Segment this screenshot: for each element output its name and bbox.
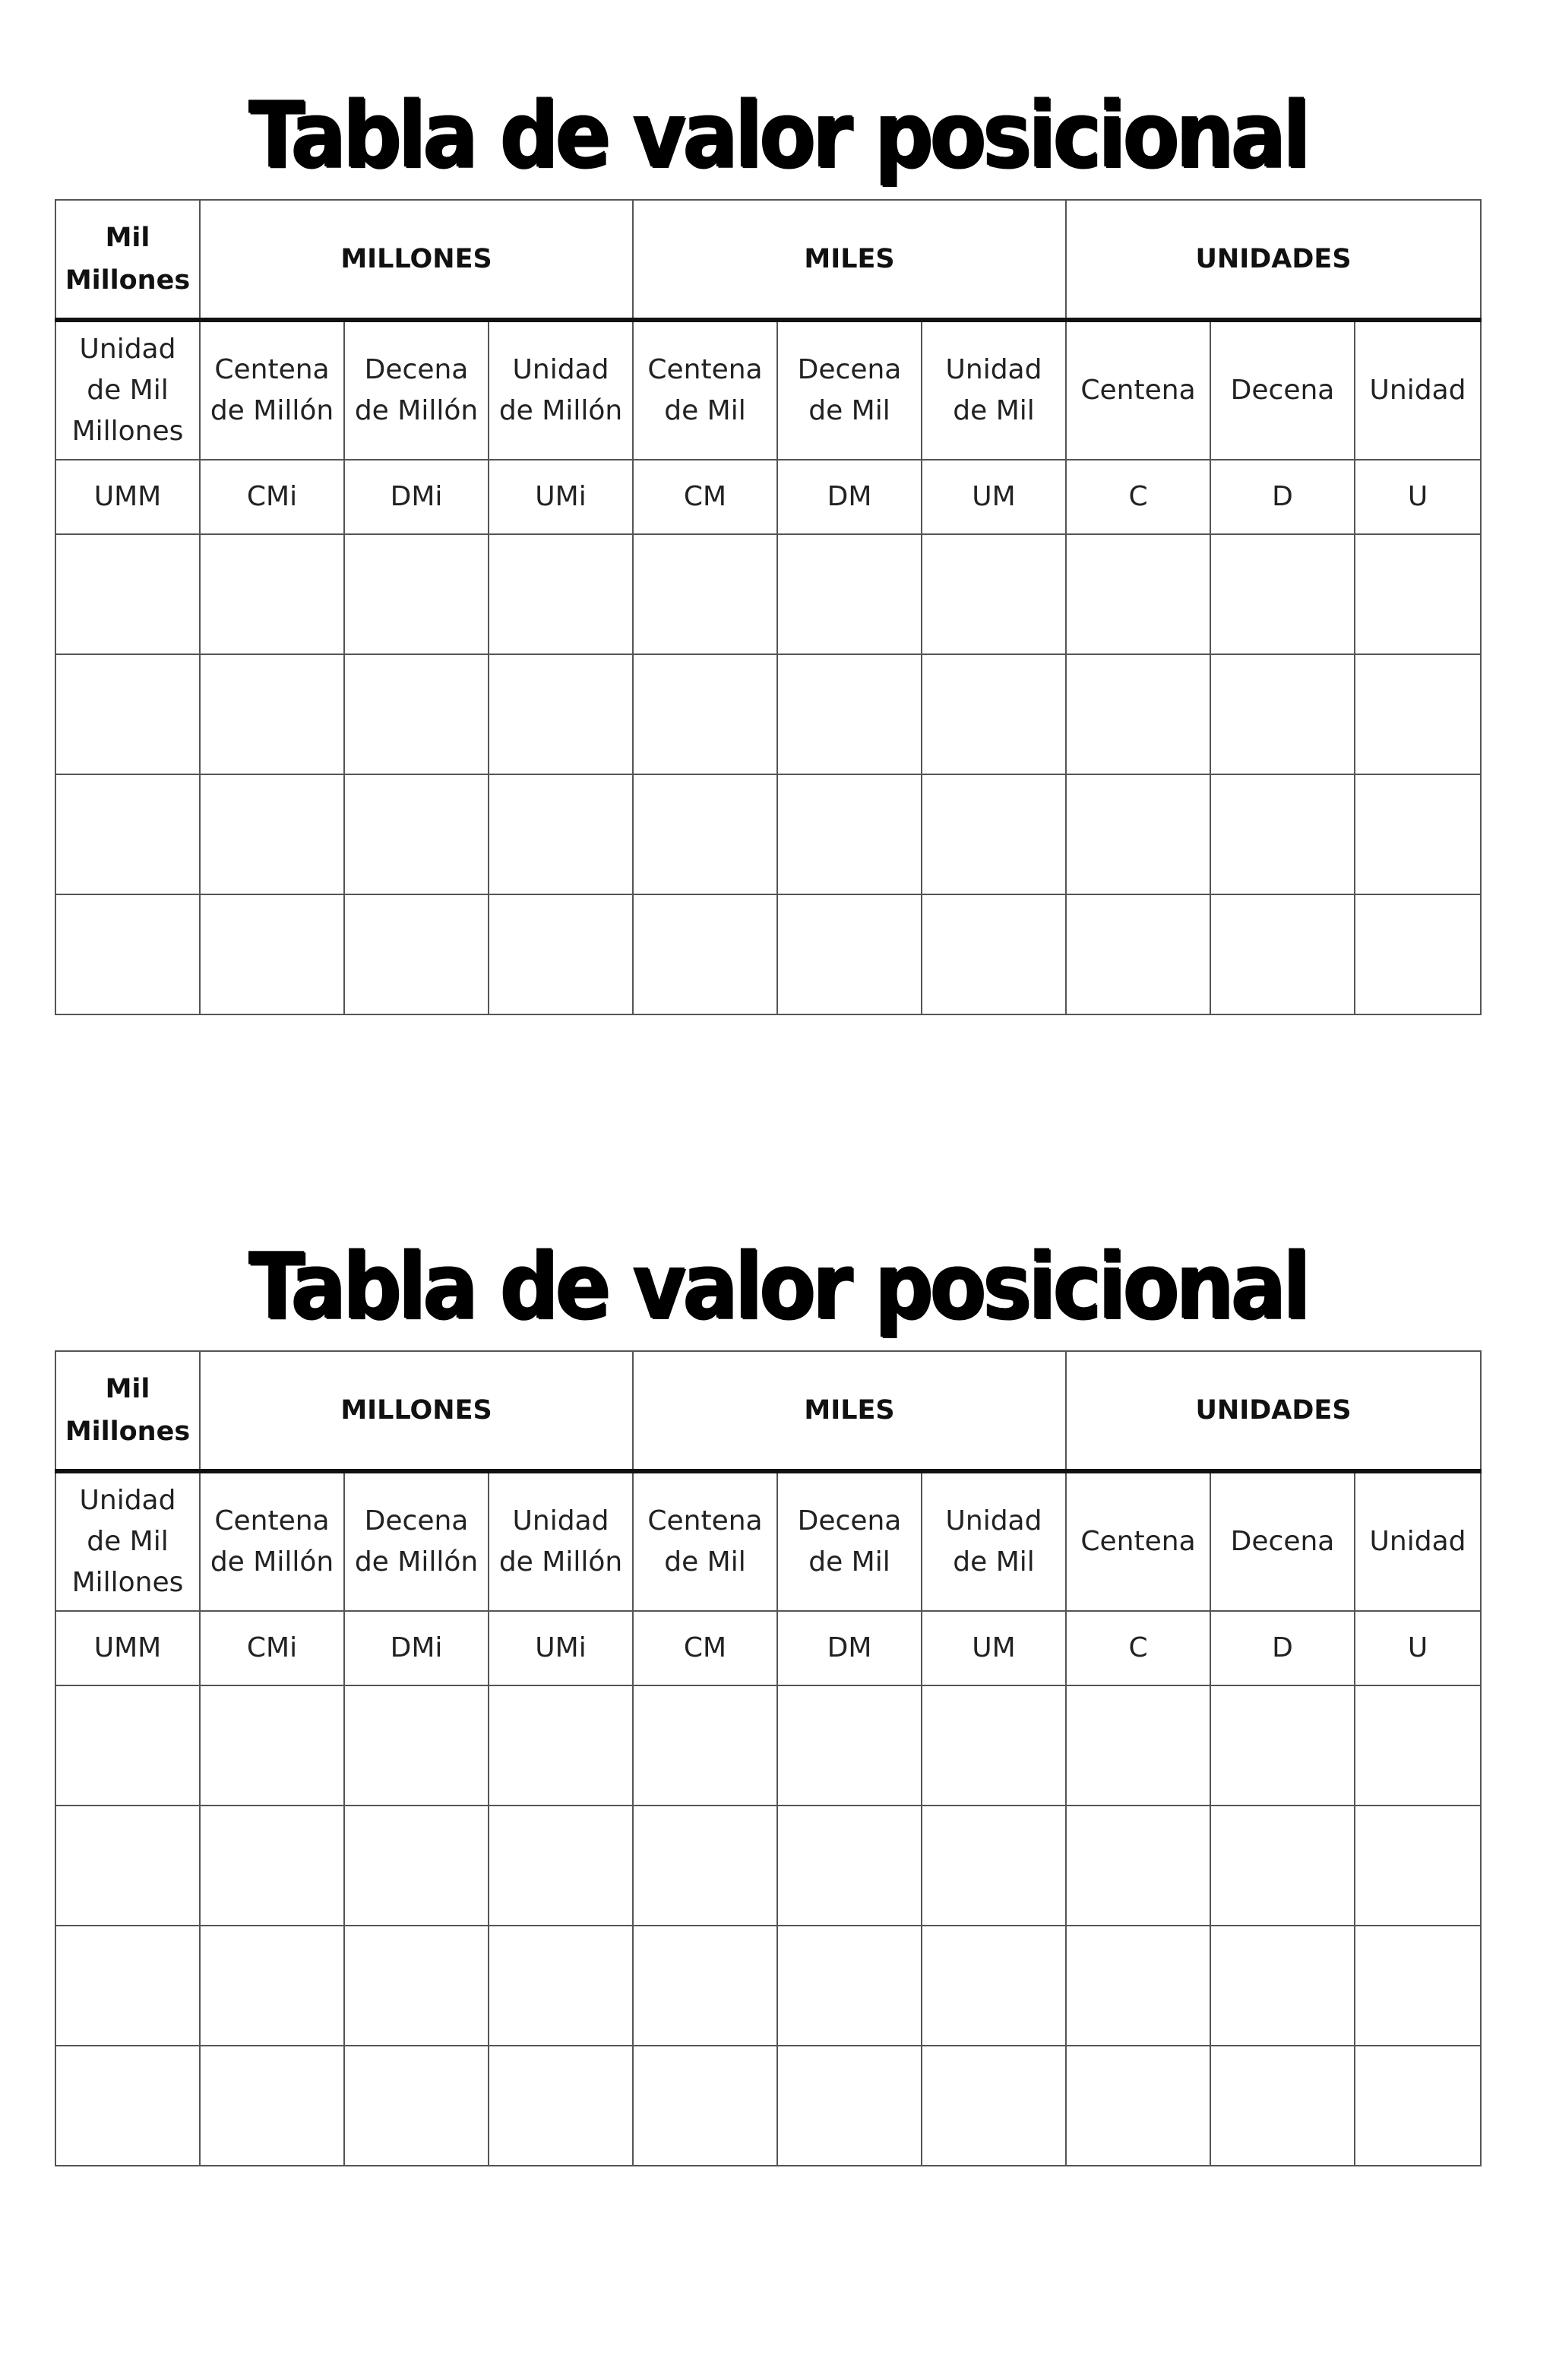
answer-cell[interactable] (1210, 654, 1355, 774)
abbreviation-cell: UMM (55, 1611, 200, 1685)
answer-cell[interactable] (200, 774, 344, 894)
answer-cell[interactable] (55, 894, 200, 1014)
place-name-line: Decena (364, 354, 469, 385)
answer-cell[interactable] (489, 894, 633, 1014)
place-name-cell (489, 1471, 633, 1611)
place-name-line: Millones (71, 1567, 184, 1598)
place-name-line: Centena (647, 1505, 763, 1537)
place-name-cell (200, 1471, 344, 1611)
place-name-line: Centena (214, 1505, 330, 1537)
place-name-cell (777, 1471, 922, 1611)
answer-cell[interactable] (489, 2046, 633, 2166)
answer-cell[interactable] (1066, 2046, 1210, 2166)
answer-cell[interactable] (1210, 534, 1355, 654)
place-value-table (55, 1350, 1482, 2166)
group-header-miles: MILES (633, 200, 1066, 320)
answer-cell[interactable] (489, 774, 633, 894)
place-name-cell (1355, 1471, 1481, 1611)
place-name-line: de Millón (354, 395, 479, 426)
answer-row (55, 1685, 1481, 1806)
place-name-line: Unidad (945, 354, 1042, 385)
group-header-mil-millones (55, 200, 200, 320)
answer-cell[interactable] (1066, 654, 1210, 774)
place-name-cell (200, 320, 344, 460)
answer-cell[interactable] (777, 2046, 922, 2166)
answer-cell[interactable] (922, 1926, 1066, 2046)
answer-cell[interactable] (777, 1806, 922, 1926)
place-name-line: de Mil (87, 375, 169, 406)
answer-cell[interactable] (200, 2046, 344, 2166)
answer-row (55, 894, 1481, 1014)
answer-cell[interactable] (777, 534, 922, 654)
answer-cell[interactable] (1066, 894, 1210, 1014)
place-name-line: Decena (797, 354, 902, 385)
place-name-line: Unidad (945, 1505, 1042, 1537)
abbreviation-cell: U (1355, 460, 1481, 534)
place-name-line: de Mil (664, 395, 746, 426)
worksheet-title: Tabla de valor posicional (248, 1234, 1308, 1340)
answer-cell[interactable] (777, 654, 922, 774)
answer-row (55, 2046, 1481, 2166)
answer-cell[interactable] (1210, 1926, 1355, 2046)
answer-cell[interactable] (55, 534, 200, 654)
place-name-line: Decena (1230, 1526, 1335, 1557)
place-name-line: de Mil (664, 1546, 746, 1578)
worksheet-title: Tabla de valor posicional (248, 83, 1308, 188)
answer-cell[interactable] (922, 534, 1066, 654)
place-name-line: Unidad (1369, 1526, 1466, 1557)
answer-cell[interactable] (1355, 534, 1481, 654)
group-header-unidades: UNIDADES (1066, 1351, 1481, 1471)
place-name-line: Decena (364, 1505, 469, 1537)
answer-cell[interactable] (633, 534, 777, 654)
place-name-line: Decena (1230, 375, 1335, 406)
abbreviation-cell: CM (633, 460, 777, 534)
answer-cell[interactable] (55, 774, 200, 894)
answer-cell[interactable] (489, 534, 633, 654)
place-name-cell (489, 320, 633, 460)
answer-cell[interactable] (55, 1685, 200, 1806)
answer-cell[interactable] (1355, 2046, 1481, 2166)
answer-cell[interactable] (489, 654, 633, 774)
place-name-cell (1066, 1471, 1210, 1611)
place-name-line: de Millón (498, 1546, 623, 1578)
place-name-cell (1355, 320, 1481, 460)
place-name-line: de Mil (953, 395, 1035, 426)
answer-cell[interactable] (344, 654, 489, 774)
place-name-cell (344, 1471, 489, 1611)
place-name-cell (55, 320, 200, 460)
place-name-line: de Mil (953, 1546, 1035, 1578)
answer-cell[interactable] (1210, 2046, 1355, 2166)
answer-cell[interactable] (633, 894, 777, 1014)
answer-cell[interactable] (1210, 1685, 1355, 1806)
answer-cell[interactable] (1066, 774, 1210, 894)
place-name-line: de Millón (354, 1546, 479, 1578)
answer-cell[interactable] (1066, 1926, 1210, 2046)
answer-cell[interactable] (1355, 894, 1481, 1014)
place-name-line: de Millón (498, 395, 623, 426)
abbreviation-cell: UM (922, 1611, 1066, 1685)
answer-cell[interactable] (344, 1926, 489, 2046)
group-header-miles: MILES (633, 1351, 1066, 1471)
answer-cell[interactable] (922, 2046, 1066, 2166)
answer-cell[interactable] (1066, 1806, 1210, 1926)
answer-cell[interactable] (922, 1685, 1066, 1806)
answer-cell[interactable] (1355, 774, 1481, 894)
answer-cell[interactable] (344, 894, 489, 1014)
answer-cell[interactable] (55, 1926, 200, 2046)
answer-cell[interactable] (633, 654, 777, 774)
place-name-cell (55, 1471, 200, 1611)
place-name-line: Unidad (1369, 375, 1466, 406)
place-name-line: Decena (797, 1505, 902, 1537)
answer-cell[interactable] (200, 1926, 344, 2046)
answer-cell[interactable] (200, 534, 344, 654)
abbreviation-cell: DMi (344, 460, 489, 534)
place-name-line: Centena (1080, 375, 1196, 406)
answer-cell[interactable] (344, 2046, 489, 2166)
place-name-line: Unidad (512, 1505, 609, 1537)
answer-row (55, 1806, 1481, 1926)
abbreviation-cell: D (1210, 1611, 1355, 1685)
abbreviation-cell: UMM (55, 460, 200, 534)
answer-cell[interactable] (344, 534, 489, 654)
place-name-cell (1210, 320, 1355, 460)
answer-cell[interactable] (200, 1806, 344, 1926)
abbreviation-cell: DM (777, 460, 922, 534)
answer-cell[interactable] (55, 654, 200, 774)
group-header-unidades: UNIDADES (1066, 200, 1481, 320)
place-name-cell (922, 1471, 1066, 1611)
abbreviation-cell: DMi (344, 1611, 489, 1685)
group-header-millones: MILLONES (200, 1351, 633, 1471)
answer-cell[interactable] (1355, 654, 1481, 774)
answer-cell[interactable] (633, 1806, 777, 1926)
answer-cell[interactable] (777, 1926, 922, 2046)
place-name-cell (1210, 1471, 1355, 1611)
place-name-line: Millones (71, 416, 184, 447)
answer-cell[interactable] (489, 1926, 633, 2046)
answer-cell[interactable] (489, 1685, 633, 1806)
answer-cell[interactable] (55, 2046, 200, 2166)
answer-cell[interactable] (922, 774, 1066, 894)
abbreviation-cell: C (1066, 1611, 1210, 1685)
answer-cell[interactable] (1355, 1806, 1481, 1926)
answer-cell[interactable] (633, 774, 777, 894)
answer-cell[interactable] (1066, 1685, 1210, 1806)
answer-cell[interactable] (1066, 534, 1210, 654)
group-label-line: Millones (65, 1416, 191, 1447)
place-name-line: Unidad (79, 334, 176, 365)
answer-cell[interactable] (922, 894, 1066, 1014)
place-name-cell (633, 1471, 777, 1611)
place-name-line: Centena (647, 354, 763, 385)
answer-cell[interactable] (344, 774, 489, 894)
answer-cell[interactable] (777, 1685, 922, 1806)
answer-cell[interactable] (200, 654, 344, 774)
answer-cell[interactable] (777, 774, 922, 894)
answer-cell[interactable] (489, 1806, 633, 1926)
answer-cell[interactable] (344, 1806, 489, 1926)
place-name-cell (922, 320, 1066, 460)
answer-cell[interactable] (200, 894, 344, 1014)
abbreviation-row (55, 1611, 1481, 1685)
abbreviation-cell: UMi (489, 1611, 633, 1685)
place-name-cell (344, 320, 489, 460)
place-value-table (55, 199, 1482, 1015)
answer-cell[interactable] (344, 1685, 489, 1806)
answer-cell[interactable] (922, 654, 1066, 774)
abbreviation-cell: CMi (200, 1611, 344, 1685)
answer-row (55, 534, 1481, 654)
group-header-mil-millones (55, 1351, 200, 1471)
abbreviation-row (55, 460, 1481, 534)
place-name-cell (633, 320, 777, 460)
answer-cell[interactable] (1210, 1806, 1355, 1926)
place-name-cell (777, 320, 922, 460)
answer-cell[interactable] (55, 1806, 200, 1926)
answer-row (55, 1926, 1481, 2046)
group-header-row (55, 1351, 1481, 1471)
answer-cell[interactable] (777, 894, 922, 1014)
abbreviation-cell: C (1066, 460, 1210, 534)
abbreviation-cell: CM (633, 1611, 777, 1685)
abbreviation-cell: CMi (200, 460, 344, 534)
group-label-line: Millones (65, 265, 191, 296)
place-name-row (55, 1471, 1481, 1611)
abbreviation-cell: DM (777, 1611, 922, 1685)
place-name-line: de Mil (87, 1526, 169, 1557)
place-name-line: de Mil (808, 1546, 890, 1578)
answer-cell[interactable] (922, 1806, 1066, 1926)
place-name-line: de Millón (210, 395, 334, 426)
answer-row (55, 774, 1481, 894)
group-header-row (55, 200, 1481, 320)
place-name-line: de Mil (808, 395, 890, 426)
answer-cell[interactable] (633, 1926, 777, 2046)
group-header-millones: MILLONES (200, 200, 633, 320)
answer-row (55, 654, 1481, 774)
group-label-line: Mil (105, 223, 150, 253)
answer-cell[interactable] (1210, 774, 1355, 894)
abbreviation-cell: UM (922, 460, 1066, 534)
answer-cell[interactable] (1355, 1926, 1481, 2046)
answer-cell[interactable] (1355, 1685, 1481, 1806)
abbreviation-cell: D (1210, 460, 1355, 534)
place-name-line: Centena (214, 354, 330, 385)
place-name-row (55, 320, 1481, 460)
abbreviation-cell: U (1355, 1611, 1481, 1685)
place-name-line: Unidad (79, 1485, 176, 1516)
answer-cell[interactable] (633, 1685, 777, 1806)
place-name-line: Centena (1080, 1526, 1196, 1557)
answer-cell[interactable] (633, 2046, 777, 2166)
abbreviation-cell: UMi (489, 460, 633, 534)
answer-cell[interactable] (200, 1685, 344, 1806)
answer-cell[interactable] (1210, 894, 1355, 1014)
place-name-line: de Millón (210, 1546, 334, 1578)
place-name-cell (1066, 320, 1210, 460)
place-name-line: Unidad (512, 354, 609, 385)
group-label-line: Mil (105, 1374, 150, 1404)
